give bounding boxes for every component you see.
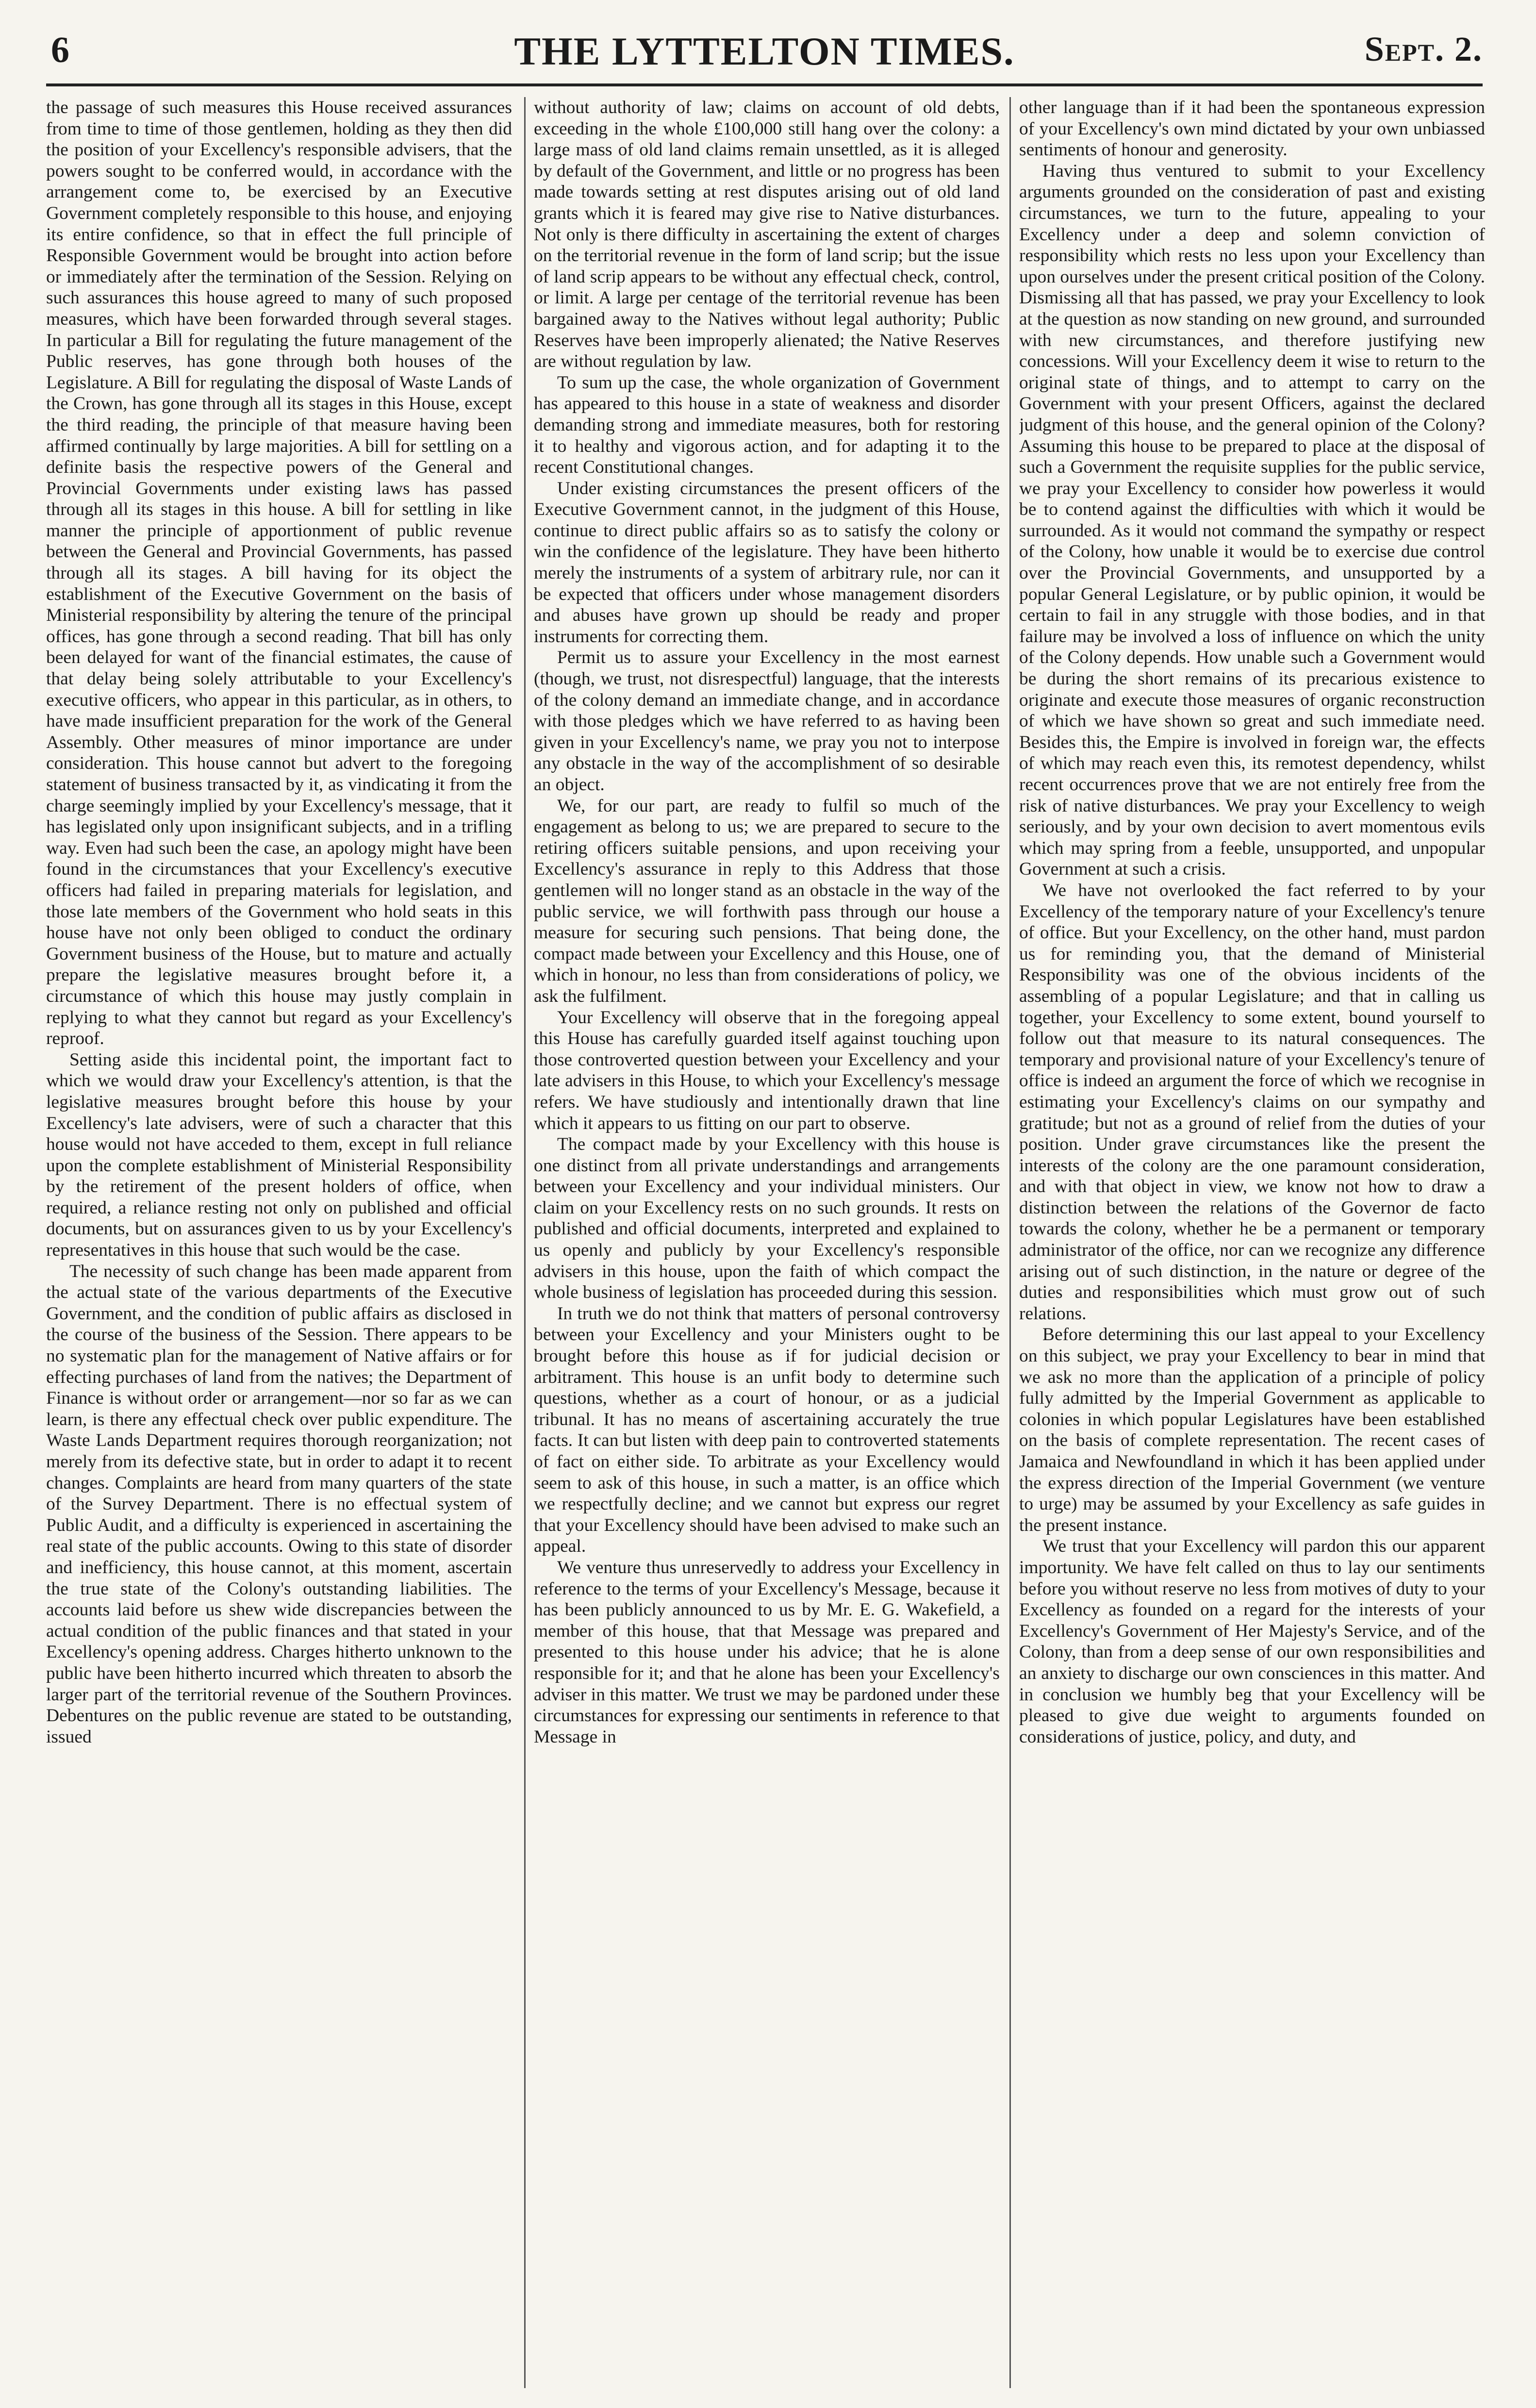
paragraph: To sum up the case, the whole organization of Government has appeared to this house in a state of weakness and disorder demanding strong and immediate measures, both for restoring it to healthy and vigorous action, and for adapting it to the recent Constitutional changes.	[534, 372, 1000, 478]
paragraph: without authority of law; claims on account of old debts, exceeding in the whole £100,000 still hang over the colony: a large mass of old land claims remain unsettled, as it is alleged by default of the Government, and little or no progress has been made towards setting at rest disputes arising out of old land grants which it is feared may give rise to Native disturbances. Not only is there difficulty in ascertaining the extent of charges on the territorial revenue in the form of land scrip; but the issue of land scrip appears to be without any effectual check, control, or limit. A large per centage of the territorial revenue has been bargained away to the Natives without legal authority; Public Reserves have been improperly alienated; the Native Reserves are without regulation by law.	[534, 98, 1000, 372]
paragraph: We have not overlooked the fact referred to by your Excellency of the temporary nature of your Excellency's tenure of office. But your Excellency, on the other hand, must pardon us for reminding you, that the demand of Ministerial Responsibility was one of the obvious incidents of the assembling of a popular Legislature; and that in calling us together, your Excellency to some extent, bound yourself to follow out that measure to its natural consequences. The temporary and provisional nature of your Excellency's tenure of office is indeed an argument the force of which we recognise in estimating your Excellency's claims on our sympathy and gratitude; but not as a ground of relief from the duties of your position. Under grave circumstances like the present the interests of the colony are the one paramount consideration, and with that object in view, we know not how to draw a distinction between the relations of the Governor de facto towards the colony, whether he be a permanent or temporary administrator of the office, nor can we recognize any difference arising out of such distinction, in the nature or degree of the duties and responsibilities which must grow out of such relations.	[1019, 880, 1485, 1324]
paragraph: We, for our part, are ready to fulfil so much of the engagement as belong to us; we are prepared to secure to the retiring officers suitable pensions, and upon receiving your Excellency's assurance in reply to this Address that those gentlemen will no longer stand as an obstacle in the way of the public service, we will forthwith pass through our house a measure for securing such pensions. That being done, the compact made between your Excellency and this House, one of which in honour, no less than from considerations of policy, we ask the fulfilment.	[534, 796, 1000, 1006]
paragraph: Permit us to assure your Excellency in the most earnest (though, we trust, not disrespectful) language, that the interests of the colony demand an immediate change, and in accordance with those pledges which we have referred to as having been given in your Excellency's name, we pray you not to interpose any obstacle in the way of the accomplishment of so desirable an object.	[534, 648, 1000, 795]
column-divider	[1009, 97, 1011, 2388]
paragraph: Under existing circumstances the present officers of the Executive Government cannot, in the judgment of this House, continue to direct public affairs so as to satisfy the colony or win the confidence of the legislature. They have been hitherto merely the instruments of a system of arbitrary rule, nor can it be expected that officers under whose management disorders and abuses have grown up should be ready and proper instruments for correcting them.	[534, 478, 1000, 647]
text-column-3	[1019, 97, 1485, 2388]
masthead	[46, 27, 1483, 80]
text-column-1	[46, 97, 512, 2388]
paragraph: the passage of such measures this House received assurances from time to time of those gentlemen, holding as they then did the position of your Excellency's responsible advisers, that the powers sought to be conferred would, in accordance with the arrangement come to, be exercised by an Executive Government completely responsible to this house, and enjoying its entire confidence, so that in effect the full principle of Responsible Government would be brought into action before or immediately after the termination of the Session. Relying on such assurances this house agreed to many of such proposed measures, which have been forwarded through several stages. In particular a Bill for regulating the future management of the Public reserves, has gone through both houses of the Legislature. A Bill for regulating the disposal of Waste Lands of the Crown, has gone through all its stages in this House, except the third reading, the principle of that measure having been affirmed continually by large majorities. A bill for settling on a definite basis the respective powers of the General and Provincial Governments under existing laws has passed through all its stages in this house. A bill for settling in like manner the principle of apportionment of public revenue between the General and Provincial Governments, has passed through all its stages. A bill having for its object the establishment of the Executive Government on the basis of Ministerial responsibility by altering the tenure of the principal offices, has gone through a second reading. That bill has only been delayed for want of the financial estimates, the cause of that delay being solely attributable to your Excellency's executive officers, who appear in this particular, as in others, to have made insufficient preparation for the work of the General Assembly. Other measures of minor importance are under consideration. This house cannot but advert to the foregoing statement of business transacted by it, as vindicating it from the charge seemingly implied by your Excellency's message, that it has legislated only upon insignificant subjects, and in a trifling way. Even had such been the case, an apology might have been found in the circumstances that your Excellency's executive officers had failed in preparing materials for legislation, and those late members of the Government who hold seats in this house have not only been obliged to conduct the ordinary Government business of the House, but to mature and actually prepare the legislative measures brought before it, a circumstance of which this house may justly complain in replying to what they cannot but regard as your Excellency's reproof.	[46, 98, 512, 1049]
paragraph: other language than if it had been the spontaneous expression of your Excellency's own mind dictated by your own unbiassed sentiments of honour and generosity.	[1019, 98, 1485, 160]
paragraph: We trust that your Excellency will pardon this our apparent importunity. We have felt called on thus to lay our sentiments before you without reserve no less from motives of duty to your Excellency as founded on a regard for the interests of your Excellency's Government of Her Majesty's Service, and of the Colony, than from a deep sense of our own responsibilities and an anxiety to discharge our own consciences in this matter. And in conclusion we humbly beg that your Excellency will be pleased to give due weight to arguments founded on considerations of justice, policy, and duty, and	[1019, 1536, 1485, 1747]
paragraph: In truth we do not think that matters of personal controversy between your Excellency and your Ministers ought to be brought before this house as if for judicial decision or arbitrament. This house is an unfit body to determine such questions, whether as a court of honour, or as a judicial tribunal. It has no means of ascertaining accurately the true facts. It can but listen with deep pain to controverted statements of fact on either side. To arbitrate as your Excellency would seem to ask of this house, in such a matter, is an office which we respectfully decline; and we cannot but express our regret that your Excellency should have been advised to make such an appeal.	[534, 1303, 1000, 1557]
text-column-2	[534, 97, 1000, 2388]
issue-date: Sept. 2.	[1364, 30, 1483, 68]
paragraph: We venture thus unreservedly to address your Excellency in reference to the terms of your Excellency's Message, because it has been publicly announced to us by Mr. E. G. Wakefield, a member of this house, that that Message was prepared and presented to this house under his advice; that he is alone responsible for it; and that he alone has been your Excellency's adviser in this matter. We trust we may be pardoned under these circumstances for expressing our sentiments in reference to that Message in	[534, 1557, 1000, 1747]
newspaper-title: THE LYTTELTON TIMES.	[514, 29, 1015, 73]
paragraph: Your Excellency will observe that in the foregoing appeal this House has carefully guarded itself against touching upon those controverted question between your Excellency and your late advisers in this House, to which your Excellency's message refers. We have studiously and intentionally drawn that line which it appears to us fitting on our part to observe.	[534, 1007, 1000, 1133]
header-rule	[46, 83, 1483, 86]
paragraph: The necessity of such change has been made apparent from the actual state of the various departments of the Executive Government, and the condition of public affairs as disclosed in the course of the business of the Session. There appears to be no systematic plan for the management of Native affairs or for effecting purchases of land from the natives; the Department of Finance is without order or arrangement—nor so far as we can learn, is there any effectual check over public expenditure. The Waste Lands Department requires thorough reorganization; not merely from its defective state, but in order to adapt it to recent changes. Complaints are heard from many quarters of the state of the Survey Department. There is no effectual system of Public Audit, and a difficulty is experienced in ascertaining the real state of the public accounts. Owing to this state of disorder and inefficiency, this house cannot, at this moment, ascertain the true state of the Colony's outstanding liabilities. The accounts laid before us shew wide discrepancies between the actual condition of the public finances and that stated in your Excellency's opening address. Charges hitherto unknown to the public have been hitherto incurred which threaten to absorb the larger part of the territorial revenue of the Southern Provinces. Debentures on the public revenue are stated to be outstanding, issued	[46, 1261, 512, 1747]
paragraph: The compact made by your Excellency with this house is one distinct from all private understandings and arrangements between your Excellency and your individual ministers. Our claim on your Excellency rests on no such grounds. It rests on published and official documents, interpreted and explained to us openly and publicly by your Excellency's responsible advisers in this house, upon the faith of which compact the whole business of legislation has proceeded during this session.	[534, 1134, 1000, 1303]
page-number: 6	[51, 30, 69, 70]
paragraph: Before determining this our last appeal to your Excellency on this subject, we pray your Excellency to bear in mind that we ask no more than the application of a principle of policy fully admitted by the Imperial Government as applicable to colonies in which popular Legislatures have been established on the basis of complete representation. The recent cases of Jamaica and Newfoundland in which it has been applied under the express direction of the Imperial Government (we venture to urge) may be assumed by your Excellency as safe guides in the present instance.	[1019, 1325, 1485, 1535]
paragraph: Setting aside this incidental point, the important fact to which we would draw your Excellency's attention, is that the legislative measures brought before this house by your Excellency's late advisers, were of such a character that this house would not have acceded to them, except in full reliance upon the complete establishment of Ministerial Responsibility by the retirement of the present holders of office, when required, a reliance resting not only on published and official documents, but on assurances given to us by your Excellency's representatives in this house that such would be the case.	[46, 1049, 512, 1261]
paragraph: Having thus ventured to submit to your Excellency arguments grounded on the consideration of past and existing circumstances, we turn to the future, appealing to your Excellency under a deep and solemn conviction of responsibility which rests no less upon your Excellency than upon ourselves under the present critical position of the Colony. Dismissing all that has passed, we pray your Excellency to look at the question as now standing on new ground, and surrounded with new circumstances, and therefore justifying new concessions. Will your Excellency deem it wise to return to the original state of things, and to attempt to carry on the Government with your present Officers, against the declared judgment of this house, and the general opinion of the Colony? Assuming this house to be prepared to place at the disposal of such a Government the requisite supplies for the public service, we pray your Excellency to consider how powerless it would be to contend against the difficulties with which it would be surrounded. As it would not command the sympathy or respect of the Colony, how unable it would be to exercise due control over the Provincial Governments, and unsupported by a popular General Legislature, or by public opinion, it would be certain to fail in any struggle with those bodies, and in that failure may be involved a loss of influence on which the unity of the Colony depends. How unable such a Government would be during the short remains of its precarious existence to originate and execute those measures of organic reconstruction of which we have shown so great and such immediate need. Besides this, the Empire is involved in foreign war, the effects of which may reach even this, its remotest dependency, whilst recent occurrences prove that we are not entirely free from the risk of native disturbances. We pray your Excellency to weigh seriously, and by your own decision to avert momentous evils which may spring from a feeble, unsupported, and unpopular Government at such a crisis.	[1019, 161, 1485, 880]
column-divider	[524, 97, 526, 2388]
